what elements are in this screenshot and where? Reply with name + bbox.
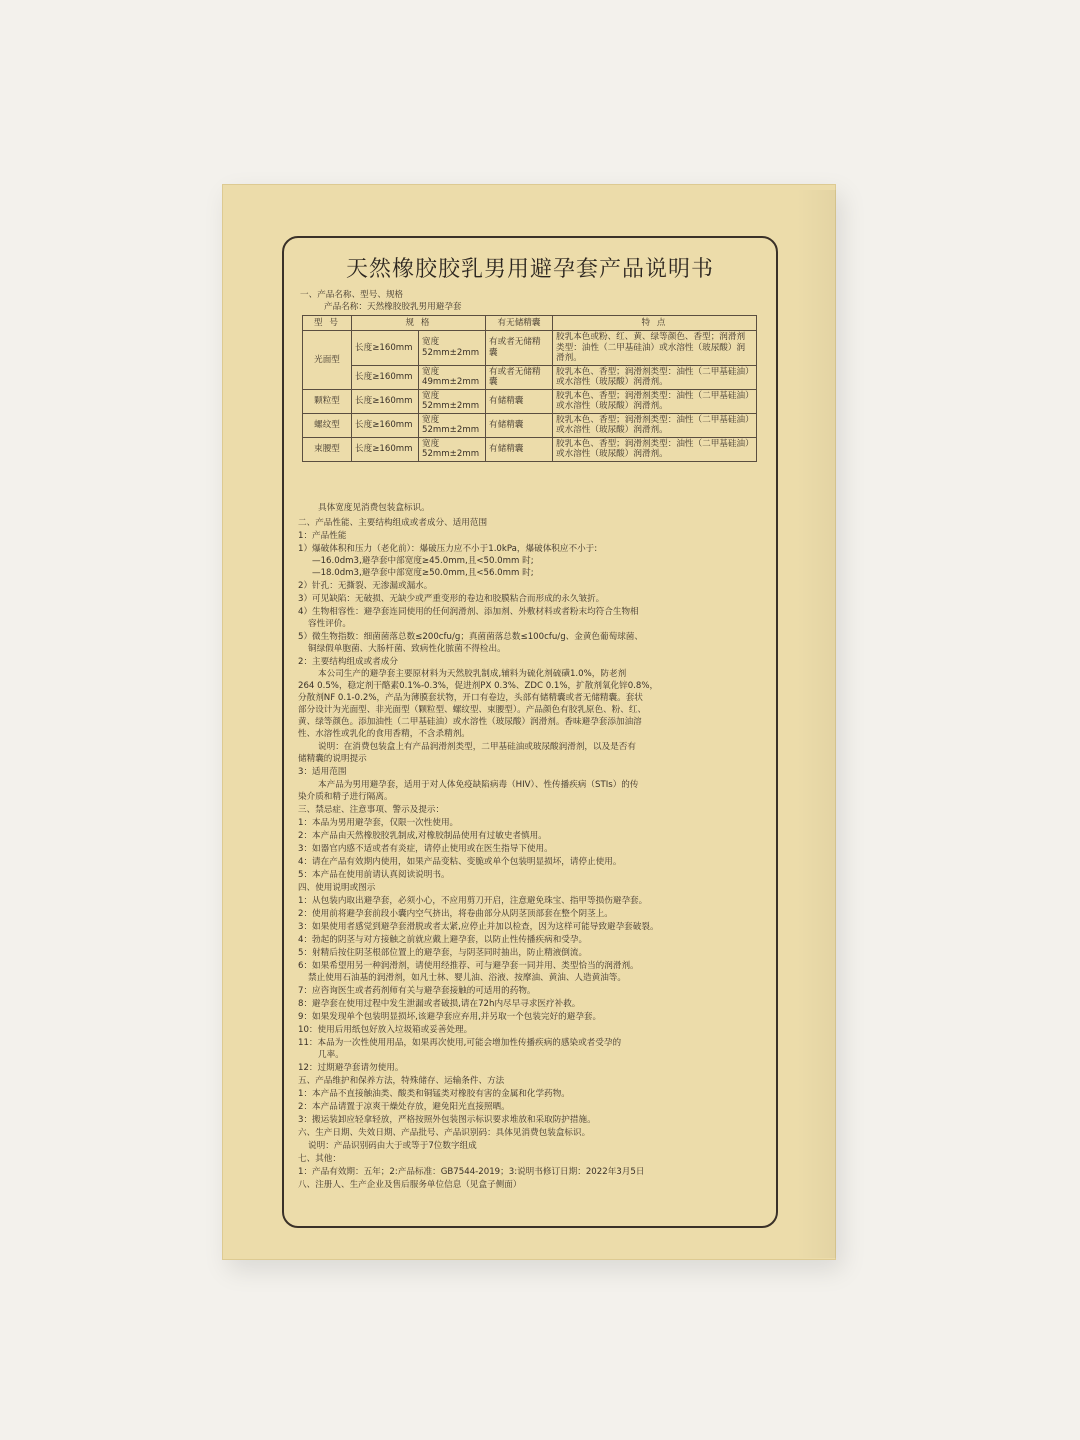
section-heading: 五、产品维护和保养方法，特殊储存、运输条件、方法 [298,1076,505,1086]
cell-width: 宽度52mm±2mm [419,331,486,366]
text-line: 4：请在产品有效期内使用，如果产品变粘、变脆或单个包装明显损坏，请停止使用。 [298,857,622,867]
cell-feature: 胶乳本色或粉、红、黄、绿等颜色、香型；润滑剂类型：油性（二甲基硅油）或水溶性（玻尿酸）润滑剂。 [553,331,757,366]
text-line: 3）可见缺陷：无破损、无缺少或严重变形的卷边和胶膜粘合而形成的永久皱折。 [298,594,605,604]
section-1-heading: 一、产品名称、型号、规格 [300,290,404,300]
cell-reservoir: 有储精囊 [486,437,553,461]
text-line: 容性评价。 [308,619,351,629]
text-line: 储精囊的说明提示 [298,754,367,764]
text-line: 10：使用后用纸包好放入垃圾箱或妥善处理。 [298,1025,473,1035]
text-line: 7：应咨询医生或者药剂师有关与避孕套接触的可适用的药物。 [298,986,536,996]
section-heading: 七、其他： [298,1154,341,1164]
text-line: 4）生物相容性：避孕套连同使用的任何润滑剂、添加剂、外敷材料或者粉末均符合生物相 [298,607,639,617]
cell-type: 光面型 [303,331,352,390]
table-row [303,389,757,413]
cell-length: 长度≥160mm [352,413,419,437]
text-line: 1：产品有效期：五年；2:产品标准：GB7544-2019；3:说明书修订日期：2022年3月5日 [298,1167,645,1177]
text-line: 1：产品性能 [298,531,347,541]
section-heading: 三、禁忌症、注意事项、警示及提示： [298,805,445,815]
cell-length: 长度≥160mm [352,365,419,389]
cell-width: 宽度52mm±2mm [419,413,486,437]
cell-width: 宽度52mm±2mm [419,389,486,413]
text-line: 5：本产品在使用前请认真阅读说明书。 [298,870,450,880]
product-box [222,184,836,1260]
table-row [303,331,757,366]
text-line: 说明：产品识别码由大于或等于7位数字组成 [308,1141,477,1151]
text-line: 说明：在消费包装盒上有产品润滑剂类型，二甲基硅油或玻尿酸润滑剂，以及是否有 [318,742,636,752]
text-line: 3：如器官内感不适或者有炎症，请停止使用或在医生指导下使用。 [298,844,553,854]
text-line: 9：如果发现单个包装明显损坏,该避孕套应弃用,并另取一个包装完好的避孕套。 [298,1012,602,1022]
text-line: 1：本品为男用避孕套，仅限一次性使用。 [298,818,459,828]
text-line: —16.0dm3,避孕套中部宽度≥45.0mm,且<50.0mm 时; [312,556,534,566]
text-line: 部分设计为光面型、非光面型（颗粒型、螺纹型、束腰型）。产品颜色有胶乳原色、粉、红、 [298,705,647,715]
table-header-row [303,316,757,331]
cell-length: 长度≥160mm [352,389,419,413]
header-type: 型 号 [303,316,352,331]
text-line: 4：勃起的阴茎与对方接触之前就应戴上避孕套，以防止性传播疾病和受孕。 [298,935,588,945]
text-line: 2：使用前将避孕套前段小囊内空气挤出，将卷曲部分从阴茎顶部套在整个阴茎上。 [298,909,613,919]
cell-width: 宽度52mm±2mm [419,437,486,461]
cell-feature: 胶乳本色、香型；润滑剂类型：油性（二甲基硅油）或水溶性（玻尿酸）润滑剂。 [553,437,757,461]
cell-reservoir: 有或者无储精囊 [486,331,553,366]
text-line: 2）针孔：无撕裂、无渗漏或漏水。 [298,581,433,591]
cell-type: 束腰型 [303,437,352,461]
text-line: 性、水溶性或乳化的食用香精，不含杀精剂。 [298,729,470,739]
text-line: 本公司生产的避孕套主要原材料为天然胶乳制成,辅料为硫化剂硫磺1.0%，防老剂 [318,669,627,679]
text-line: 1）爆破体积和压力（老化前）：爆破压力应不小于1.0kPa，爆破体积应不小于: [298,544,598,554]
cell-length: 长度≥160mm [352,437,419,461]
text-line: 5：射精后按住阴茎根部位置上的避孕套，与阴茎同时抽出，防止精液倒流。 [298,948,588,958]
text-line: —18.0dm3,避孕套中部宽度≥50.0mm,且<56.0mm 时; [312,568,534,578]
text-line: 2：主要结构组成或者成分 [298,657,398,667]
text-line: 铜绿假单胞菌、大肠杆菌、致病性化脓菌不得检出。 [308,644,506,654]
table-row [303,413,757,437]
text-line: 黄、绿等颜色。添加油性（二甲基硅油）或水溶性（玻尿酸）润滑剂。香味避孕套添加油溶 [298,717,642,727]
cell-type: 颗粒型 [303,389,352,413]
cell-feature: 胶乳本色、香型；润滑剂类型：油性（二甲基硅油）或水溶性（玻尿酸）润滑剂。 [553,389,757,413]
header-feature: 特 点 [553,316,757,331]
spec-table [302,315,757,462]
text-line: 6：如果希望用另一种润滑剂，请使用经推荐、可与避孕套一同并用、类型恰当的润滑剂。 [298,961,639,971]
cell-type: 螺纹型 [303,413,352,437]
box-edge-shade [796,190,836,1258]
table-row [303,437,757,461]
cell-length: 长度≥160mm [352,331,419,366]
cell-reservoir: 有储精囊 [486,389,553,413]
table-row [303,365,757,389]
text-line: 染介质和精子进行隔离。 [298,792,393,802]
text-line: 具体宽度见消费包装盒标识。 [318,503,430,513]
header-reservoir: 有无储精囊 [486,316,553,331]
text-line: 11：本品为一次性使用用品，如果再次使用,可能会增加性传播疾病的感染或者受孕的 [298,1038,622,1048]
section-heading: 二、产品性能、主要结构组成或者成分、适用范围 [298,518,488,528]
text-line: 3：适用范围 [298,767,347,777]
section-heading: 四、使用说明或图示 [298,883,376,893]
text-line: 几率。 [318,1050,344,1060]
text-line: 264 0.5%，稳定剂干酪素0.1%-0.3%，促进剂PX 0.3%、ZDC 0.1%，扩散剂氧化锌0.8%， [298,681,659,691]
cell-reservoir: 有储精囊 [486,413,553,437]
product-name-line: 产品名称：天然橡胶胶乳男用避孕套 [324,302,462,312]
text-line: 3：如果使用者感觉到避孕套滑脱或者太紧,应停止并加以检查，因为这样可能导致避孕套破裂。 [298,922,659,932]
text-line: 8：避孕套在使用过程中发生泄漏或者破损,请在72h内尽早寻求医疗补救。 [298,999,581,1009]
text-line: 2：本产品由天然橡胶胶乳制成,对橡胶制品使用有过敏史者慎用。 [298,831,547,841]
cell-feature: 胶乳本色、香型；润滑剂类型：油性（二甲基硅油）或水溶性（玻尿酸）润滑剂。 [553,413,757,437]
text-line: 3：搬运装卸应轻拿轻放，严格按照外包装图示标识要求堆放和采取防护措施。 [298,1115,596,1125]
document-title: 天然橡胶胶乳男用避孕套产品说明书 [345,257,714,282]
cell-reservoir: 有或者无储精囊 [486,365,553,389]
text-line: 分散剂NF 0.1-0.2%，产品为薄膜套状物，开口有卷边，头部有储精囊或者无储精囊。套状 [298,693,643,703]
section-heading: 六、生产日期、失效日期、产品批号、产品识别码：具体见消费包装盒标识。 [298,1128,591,1138]
text-line: 1：从包装内取出避孕套，必须小心，不应用剪刀开启，注意避免珠宝、指甲等损伤避孕套。 [298,896,648,906]
text-line: 5）微生物指数：细菌菌落总数≤200cfu/g；真菌菌落总数≤100cfu/g、金黄色葡萄球菌、 [298,632,643,642]
cell-width: 宽度49mm±2mm [419,365,486,389]
text-line: 12：过期避孕套请勿使用。 [298,1063,404,1073]
text-line: 1：本产品不直接触油类、酸类和铜锰类对橡胶有害的金属和化学药物。 [298,1089,570,1099]
section-heading: 八、注册人、生产企业及售后服务单位信息（见盒子侧面） [298,1180,522,1190]
text-line: 2：本产品请置于凉爽干燥处存放，避免阳光直接照晒。 [298,1102,510,1112]
header-spec: 规 格 [352,316,486,331]
text-line: 禁止使用石油基的润滑剂，如凡士林、婴儿油、浴液、按摩油、黄油、人造黄油等。 [308,973,626,983]
cell-feature: 胶乳本色、香型；润滑剂类型：油性（二甲基硅油）或水溶性（玻尿酸）润滑剂。 [553,365,757,389]
text-line: 本产品为男用避孕套，适用于对人体免疫缺陷病毒（HIV）、性传播疾病（STIs）的传 [318,780,639,790]
